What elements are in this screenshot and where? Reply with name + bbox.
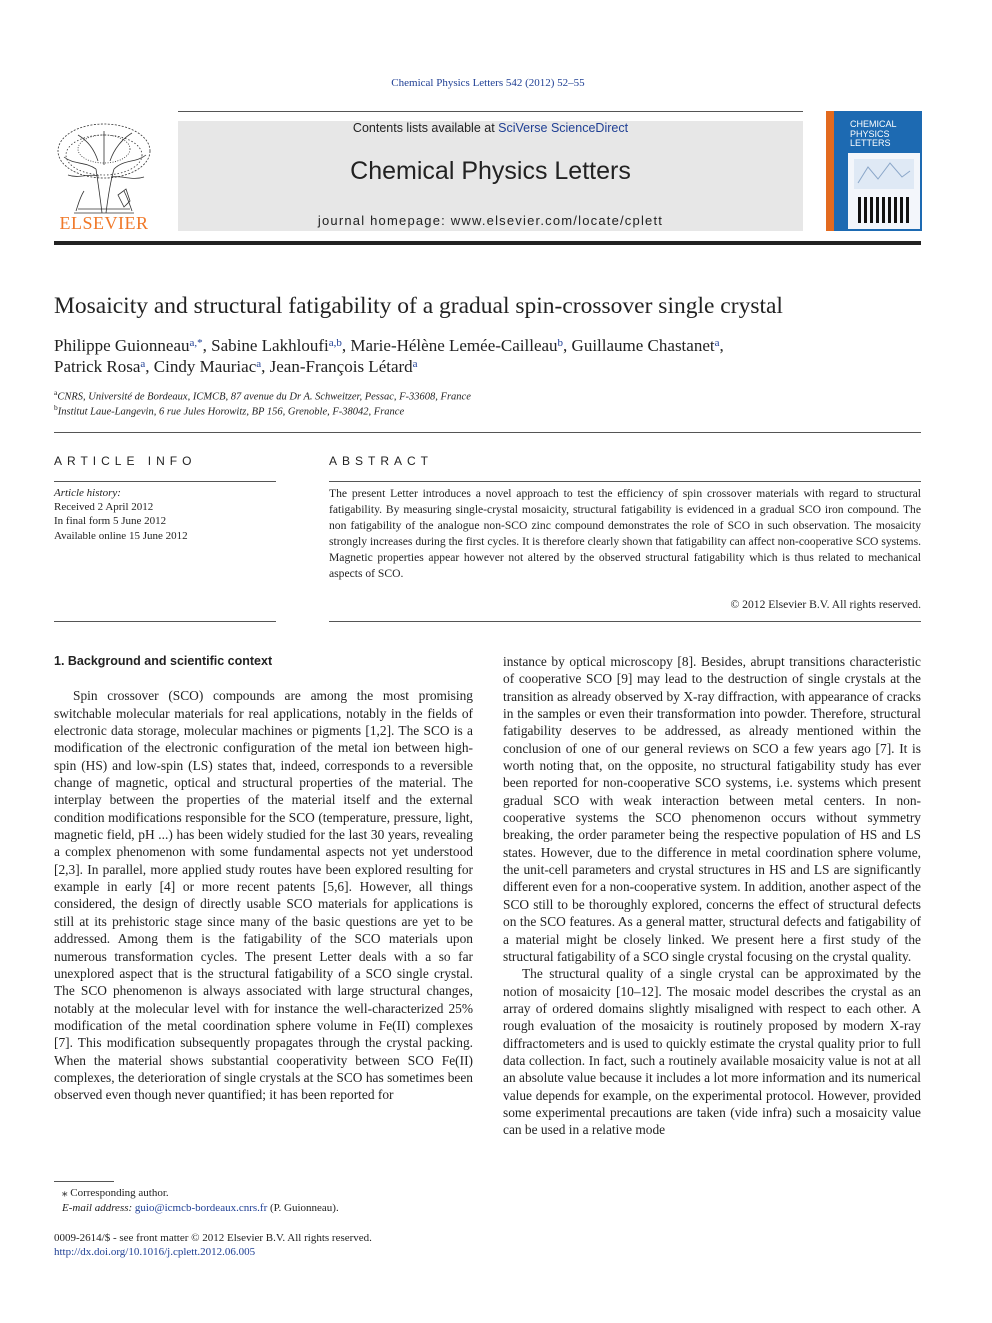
author-affil-mark[interactable]: a,*: [189, 337, 203, 349]
email-label: E-mail address:: [62, 1202, 135, 1214]
journal-cover-thumbnail: [826, 111, 922, 231]
contents-line: [178, 121, 803, 135]
affiliation-text: Institut Laue-Langevin, 6 rue Jules Horowitz, BP 156, Grenoble, F-38042, France: [57, 406, 405, 418]
article-info-heading: ARTICLE INFO: [54, 454, 197, 468]
author[interactable]: Patrick Rosa: [54, 357, 141, 376]
author-affil-mark[interactable]: a: [714, 337, 720, 349]
sciencedirect-link[interactable]: SciVerse ScienceDirect: [498, 121, 629, 135]
meta-rule: [54, 432, 921, 433]
section-heading: 1. Background and scientific context: [54, 654, 273, 668]
issn-line: 0009-2614/$ - see front matter © 2012 Elsevier B.V. All rights reserved.: [54, 1232, 372, 1244]
author-sep: ,: [719, 336, 724, 355]
abstract-bottom-rule: [329, 621, 921, 622]
author-list: [54, 335, 914, 377]
body-paragraph: The structural quality of a single crystal can be approximated by the notion of mosaicity [10–12]. The mosaic model describes the crystal as an array of ordered domains slightly misaligned with respect to each other. A rough evaluation of the mosaicity is routinely proposed by modern X-ray diffractometers and is used to quickly estimate the crystal quality prior to full data collection. In fact, such a routinely available mosaicity value is not at all an absolute value because it includes a lot more information and its numerical value depends for example, on the experimental protocol. However, provided some experimental precautions are taken (vide infra) such a mosaicity value can be used in a relative mode: [503, 966, 921, 1138]
body-paragraph: Spin crossover (SCO) compounds are among the most promising switchable molecular materials for real applications, notably in the fields of electronic data storage, molecular machines or pigments [1,2]. The SCO is a modification of the electronic configuration of the metal ion between high-spin (HS) and low-spin (LS) states that, indeed, corresponds to a reversible change of magnetic, optical and structural properties of the material. The interplay between the properties of the material itself and the external condition modifications responsible for the SCO (temperature, pressure, light, magnetic field, pH ...) has been widely studied for the last 30 years, revealing a complex phenomenon with some fundamental aspects not yet understood [2,3]. In parallel, more applied study routes have been explored resulting for example in early [4] or more recent patents [5,6]. However, all things considered, the design of directly usable SCO materials for applications is still at its prehistoric stage since many of the basic questions are yet to be addressed. Among them is the fatigability of the SCO materials upon numerous transformation cycles. The present Letter deals with a so far unexplored aspect that is the structural fatigability of a SCO single crystal. The SCO phenomenon is always associated with large structural changes, notably at the molecular level with for instance the well-characterized 25% modification of the metal coordination sphere volume in Fe(II) complexes [7]. This modification subsequently propagates through the crystal packing. When the material shows substantial cooperativity between SCO Fe(II) complexes, the deterioration of single crystals at the SCO has sometimes been observed even though never quantified; it has been reported for: [54, 688, 473, 1103]
article-info-bottom-rule: [54, 621, 276, 622]
journal-citation[interactable]: Chemical Physics Letters 542 (2012) 52–55: [391, 77, 585, 89]
affiliation-mark: a: [54, 388, 58, 397]
article-history: [54, 486, 188, 543]
article-title: Mosaicity and structural fatigability of a gradual spin-crossover single crystal: [54, 293, 783, 319]
body-column-left: [54, 653, 473, 1104]
contents-prefix: Contents lists available at: [352, 121, 499, 135]
author-sep: ,: [145, 357, 154, 376]
author-affil-mark[interactable]: a: [256, 358, 262, 370]
header-rule: [178, 111, 803, 112]
author[interactable]: Jean-François Létard: [269, 357, 413, 376]
bottom-info: [54, 1231, 372, 1260]
author[interactable]: Guillaume Chastanet: [571, 336, 715, 355]
author-affil-mark[interactable]: b: [557, 337, 564, 349]
author-sep: ,: [563, 336, 572, 355]
footnote: [62, 1186, 339, 1216]
history-received: Received 2 April 2012: [54, 501, 154, 514]
journal-homepage[interactable]: journal homepage: www.elsevier.com/locate/cplett: [317, 213, 664, 228]
abstract-text: The present Letter introduces a novel approach to test the efficiency of spin crossover materials with regard to structural fatigability. By measuring single-crystal mosaicity, structural fatigability is evidenced in a gradual SCO iron compound. The non fatigability of the analogue non-SCO zinc compound demonstrates the role of SCO in such observation. The mosaicity strongly increases during the first cycles. It is therefore clearly shown that fatigability can affect non-cooperative SCO systems. Magnetic properties appear however not altered by the observed structural fatigability which is thus related to mechanical aspects of SCO.: [329, 487, 921, 580]
cover-title-line: PHYSICS: [850, 128, 890, 139]
author-affil-mark[interactable]: a: [140, 358, 146, 370]
cover-title-line: CHEMICAL: [850, 119, 897, 129]
doi-link[interactable]: http://dx.doi.org/10.1016/j.cplett.2012.06.005: [54, 1246, 256, 1259]
author-affil-mark[interactable]: a: [412, 358, 418, 370]
cover-title-line: LETTERS: [850, 138, 891, 148]
author-affil-mark[interactable]: a,b: [328, 337, 342, 349]
abstract-copyright: © 2012 Elsevier B.V. All rights reserved.: [730, 598, 921, 611]
history-label: Article history:: [54, 487, 121, 499]
cover-strip: [826, 111, 834, 231]
author-sep: ,: [341, 336, 351, 355]
history-online: Available online 15 June 2012: [54, 529, 188, 542]
email-suffix: (P. Guionneau).: [267, 1202, 339, 1214]
author[interactable]: Sabine Lakhloufi: [211, 336, 329, 355]
article-info-rule: [54, 481, 276, 482]
history-final-form: In final form 5 June 2012: [54, 515, 167, 528]
author-sep: ,: [261, 357, 270, 376]
corresponding-author-note: ⁎ Corresponding author.: [62, 1187, 169, 1199]
email-line: [62, 1201, 339, 1216]
author-sep: ,: [202, 336, 212, 355]
elsevier-wordmark: ELSEVIER: [59, 213, 149, 233]
journal-title: Chemical Physics Letters: [350, 157, 631, 185]
affiliation-a: [54, 388, 471, 403]
affiliation-text: CNRS, Université de Bordeaux, ICMCB, 87 avenue du Dr A. Schweitzer, Pessac, F-33608, France: [57, 391, 471, 403]
header-thick-rule: [54, 241, 921, 245]
cover-title: [850, 120, 897, 149]
affiliation-b: [54, 403, 404, 418]
footnote-rule: [54, 1181, 114, 1182]
cover-art: [848, 153, 920, 229]
abstract-rule: [329, 481, 921, 482]
body-paragraph: instance by optical microscopy [8]. Besides, abrupt transitions characteristic of cooperative SCO [9] may lead to the destruction of single crystals at the transition as already observed by X-ray diffraction, with appearance of cracks in the samples or even their transformation into powder. Therefore, structural fatigability deserves to be addressed, as already mentioned within the conclusion of one of our general reviews on SCO a few years ago [7]. It is worth noting that, on the opposite, no structural fatigability study has ever been reported for non-cooperative SCO systems, i.e. systems which present gradual SCO with weak interaction between metal centers. In non-cooperative systems the SCO phenomenon occurs without symmetry breaking, the order parameter being the respective population of HS and LS states. However, due to the difference in metal coordination sphere volume, the unit-cell parameters and crystal structures in HS and LS are significantly different even for a non-cooperative system. In addition, another aspect of the SCO still to be thoroughly explored, concerns the effect of structural defects on the SCO features. As a general matter, structural defects and fatigability of a material might be closely linked. We present here a first study of the structural fatigability of a SCO single crystal focusing on the crystal quality.: [503, 654, 921, 964]
email-link[interactable]: guio@icmcb-bordeaux.cnrs.fr: [134, 1202, 268, 1214]
affiliation-mark: b: [54, 403, 58, 412]
journal-banner: [178, 121, 803, 231]
body-column-right: [503, 653, 921, 1139]
author[interactable]: Philippe Guionneau: [54, 336, 190, 355]
author[interactable]: Marie-Hélène Lemée-Cailleau: [350, 336, 558, 355]
abstract-heading: ABSTRACT: [329, 454, 434, 468]
author[interactable]: Cindy Mauriac: [153, 357, 257, 376]
